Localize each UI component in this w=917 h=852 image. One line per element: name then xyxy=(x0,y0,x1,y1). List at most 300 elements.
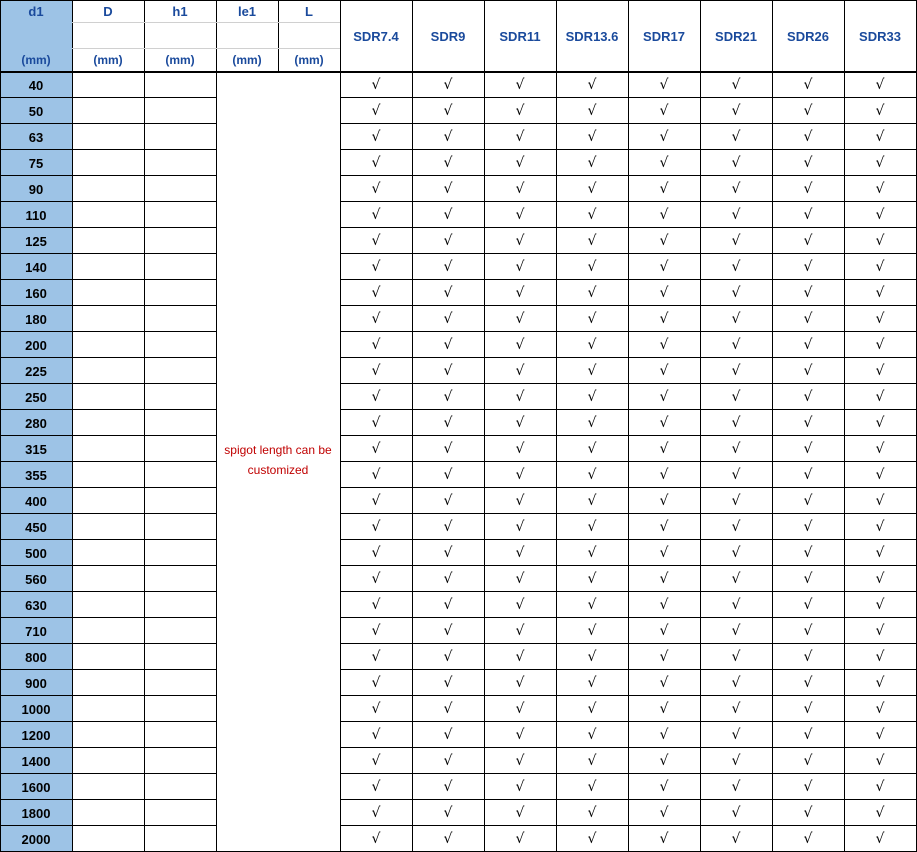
check-mark: √ xyxy=(443,675,453,691)
check-mark: √ xyxy=(731,727,741,743)
grid-line xyxy=(0,383,216,384)
check-mark: √ xyxy=(443,129,453,145)
check-mark: √ xyxy=(875,753,885,769)
check-mark: √ xyxy=(587,311,597,327)
check-mark: √ xyxy=(803,675,813,691)
row-d1-value: 40 xyxy=(0,72,72,98)
check-mark: √ xyxy=(875,649,885,665)
check-mark: √ xyxy=(875,623,885,639)
check-mark: √ xyxy=(587,181,597,197)
check-mark: √ xyxy=(803,831,813,847)
check-mark: √ xyxy=(659,701,669,717)
check-mark: √ xyxy=(443,571,453,587)
check-mark: √ xyxy=(515,389,525,405)
check-mark: √ xyxy=(515,623,525,639)
check-mark: √ xyxy=(371,155,381,171)
row-d1-value: 160 xyxy=(0,280,72,306)
check-mark: √ xyxy=(443,389,453,405)
grid-line xyxy=(340,591,917,592)
check-mark: √ xyxy=(803,779,813,795)
grid-line xyxy=(144,0,145,852)
grid-line xyxy=(700,0,701,852)
check-mark: √ xyxy=(587,571,597,587)
check-mark: √ xyxy=(875,545,885,561)
check-mark: √ xyxy=(443,285,453,301)
check-mark: √ xyxy=(371,727,381,743)
check-mark: √ xyxy=(803,311,813,327)
check-mark: √ xyxy=(659,77,669,93)
check-mark: √ xyxy=(803,467,813,483)
check-mark: √ xyxy=(875,727,885,743)
check-mark: √ xyxy=(659,805,669,821)
grid-line xyxy=(0,279,216,280)
grid-line xyxy=(412,0,413,852)
row-d1-value: 180 xyxy=(0,306,72,332)
row-d1-value: 500 xyxy=(0,540,72,566)
check-mark: √ xyxy=(515,285,525,301)
check-mark: √ xyxy=(371,571,381,587)
grid-line xyxy=(340,695,917,696)
check-mark: √ xyxy=(587,129,597,145)
check-mark: √ xyxy=(875,571,885,587)
check-mark: √ xyxy=(443,467,453,483)
check-mark: √ xyxy=(659,493,669,509)
unit-D: (mm) xyxy=(93,53,123,67)
check-mark: √ xyxy=(587,155,597,171)
grid-line xyxy=(0,409,216,410)
check-mark: √ xyxy=(875,415,885,431)
check-mark: √ xyxy=(803,753,813,769)
check-mark: √ xyxy=(659,233,669,249)
check-mark: √ xyxy=(659,337,669,353)
check-mark: √ xyxy=(659,467,669,483)
check-mark: √ xyxy=(587,389,597,405)
check-mark: √ xyxy=(659,727,669,743)
header-separator xyxy=(72,48,340,49)
check-mark: √ xyxy=(515,259,525,275)
check-mark: √ xyxy=(803,415,813,431)
check-mark: √ xyxy=(731,311,741,327)
grid-line xyxy=(340,773,917,774)
grid-line xyxy=(0,643,216,644)
grid-line xyxy=(0,175,216,176)
check-mark: √ xyxy=(731,467,741,483)
check-mark: √ xyxy=(731,129,741,145)
check-mark: √ xyxy=(659,753,669,769)
grid-line xyxy=(340,617,917,618)
check-mark: √ xyxy=(371,77,381,93)
check-mark: √ xyxy=(587,675,597,691)
check-mark: √ xyxy=(515,831,525,847)
grid-line xyxy=(340,513,917,514)
grid-line xyxy=(340,0,341,852)
check-mark: √ xyxy=(731,389,741,405)
check-mark: √ xyxy=(515,701,525,717)
check-mark: √ xyxy=(875,259,885,275)
check-mark: √ xyxy=(875,363,885,379)
check-mark: √ xyxy=(803,441,813,457)
grid-line xyxy=(340,331,917,332)
check-mark: √ xyxy=(659,623,669,639)
row-d1-value: 1600 xyxy=(0,774,72,800)
check-mark: √ xyxy=(587,545,597,561)
grid-line xyxy=(340,565,917,566)
check-mark: √ xyxy=(515,805,525,821)
check-mark: √ xyxy=(875,805,885,821)
check-mark: √ xyxy=(443,649,453,665)
check-mark: √ xyxy=(371,805,381,821)
grid-line xyxy=(340,461,917,462)
check-mark: √ xyxy=(875,77,885,93)
check-mark: √ xyxy=(587,259,597,275)
check-mark: √ xyxy=(731,363,741,379)
check-mark: √ xyxy=(659,389,669,405)
check-mark: √ xyxy=(731,675,741,691)
check-mark: √ xyxy=(803,259,813,275)
grid-line xyxy=(0,305,216,306)
check-mark: √ xyxy=(587,77,597,93)
check-mark: √ xyxy=(371,363,381,379)
grid-line xyxy=(0,71,917,73)
check-mark: √ xyxy=(875,519,885,535)
check-mark: √ xyxy=(443,519,453,535)
check-mark: √ xyxy=(731,779,741,795)
row-d1-value: 560 xyxy=(0,566,72,592)
grid-line xyxy=(484,0,485,852)
grid-line xyxy=(340,409,917,410)
check-mark: √ xyxy=(443,233,453,249)
check-mark: √ xyxy=(443,493,453,509)
col-header-D: D xyxy=(103,3,113,19)
grid-line xyxy=(0,513,216,514)
check-mark: √ xyxy=(515,103,525,119)
check-mark: √ xyxy=(371,233,381,249)
grid-line xyxy=(340,721,917,722)
col-header-sdr: SDR11 xyxy=(499,28,541,44)
check-mark: √ xyxy=(443,207,453,223)
col-header-sdr: SDR13.6 xyxy=(565,28,619,44)
grid-line xyxy=(556,0,557,852)
grid-line xyxy=(0,227,216,228)
check-mark: √ xyxy=(731,545,741,561)
grid-line xyxy=(0,331,216,332)
check-mark: √ xyxy=(875,675,885,691)
check-mark: √ xyxy=(371,207,381,223)
check-mark: √ xyxy=(731,597,741,613)
check-mark: √ xyxy=(515,77,525,93)
check-mark: √ xyxy=(803,129,813,145)
row-d1-value: 125 xyxy=(0,228,72,254)
grid-line xyxy=(216,0,217,852)
check-mark: √ xyxy=(515,181,525,197)
check-mark: √ xyxy=(371,415,381,431)
check-mark: √ xyxy=(731,337,741,353)
check-mark: √ xyxy=(731,77,741,93)
row-d1-value: 1000 xyxy=(0,696,72,722)
grid-line xyxy=(0,97,216,98)
grid-line xyxy=(72,0,73,852)
check-mark: √ xyxy=(515,649,525,665)
grid-line xyxy=(0,747,216,748)
check-mark: √ xyxy=(731,285,741,301)
check-mark: √ xyxy=(659,103,669,119)
row-d1-value: 315 xyxy=(0,436,72,462)
check-mark: √ xyxy=(875,779,885,795)
check-mark: √ xyxy=(803,155,813,171)
check-mark: √ xyxy=(875,831,885,847)
check-mark: √ xyxy=(443,155,453,171)
check-mark: √ xyxy=(875,207,885,223)
check-mark: √ xyxy=(587,831,597,847)
col-header-sdr: SDR7.4 xyxy=(353,28,399,44)
grid-line xyxy=(340,201,917,202)
check-mark: √ xyxy=(659,571,669,587)
grid-line xyxy=(340,279,917,280)
check-mark: √ xyxy=(515,779,525,795)
check-mark: √ xyxy=(587,415,597,431)
row-d1-value: 63 xyxy=(0,124,72,150)
check-mark: √ xyxy=(443,727,453,743)
check-mark: √ xyxy=(587,779,597,795)
col-header-sdr: SDR26 xyxy=(787,28,829,44)
check-mark: √ xyxy=(371,831,381,847)
grid-line xyxy=(0,253,216,254)
grid-line xyxy=(340,97,917,98)
check-mark: √ xyxy=(659,441,669,457)
check-mark: √ xyxy=(875,337,885,353)
check-mark: √ xyxy=(875,103,885,119)
row-d1-value: 50 xyxy=(0,98,72,124)
check-mark: √ xyxy=(443,623,453,639)
check-mark: √ xyxy=(443,311,453,327)
check-mark: √ xyxy=(875,467,885,483)
check-mark: √ xyxy=(875,233,885,249)
grid-line xyxy=(0,123,216,124)
grid-line xyxy=(0,617,216,618)
check-mark: √ xyxy=(803,597,813,613)
check-mark: √ xyxy=(659,207,669,223)
row-d1-value: 2000 xyxy=(0,826,72,852)
check-mark: √ xyxy=(371,103,381,119)
grid-line xyxy=(340,825,917,826)
grid-line xyxy=(340,149,917,150)
check-mark: √ xyxy=(875,701,885,717)
check-mark: √ xyxy=(515,467,525,483)
check-mark: √ xyxy=(443,441,453,457)
row-d1-value: 90 xyxy=(0,176,72,202)
row-d1-value: 900 xyxy=(0,670,72,696)
check-mark: √ xyxy=(659,181,669,197)
check-mark: √ xyxy=(587,441,597,457)
row-d1-value: 250 xyxy=(0,384,72,410)
grid-line xyxy=(0,487,216,488)
row-d1-value: 1200 xyxy=(0,722,72,748)
check-mark: √ xyxy=(587,701,597,717)
check-mark: √ xyxy=(515,519,525,535)
row-d1-value: 110 xyxy=(0,202,72,228)
spigot-note: spigot length can be customized xyxy=(224,443,332,477)
check-mark: √ xyxy=(371,467,381,483)
check-mark: √ xyxy=(587,207,597,223)
check-mark: √ xyxy=(731,831,741,847)
grid-line xyxy=(340,123,917,124)
check-mark: √ xyxy=(875,129,885,145)
check-mark: √ xyxy=(371,623,381,639)
grid-line xyxy=(0,461,216,462)
grid-line xyxy=(340,383,917,384)
check-mark: √ xyxy=(659,155,669,171)
check-mark: √ xyxy=(515,493,525,509)
check-mark: √ xyxy=(875,311,885,327)
grid-line xyxy=(772,0,773,852)
grid-line xyxy=(278,0,279,72)
grid-line xyxy=(340,669,917,670)
check-mark: √ xyxy=(803,207,813,223)
row-d1-value: 140 xyxy=(0,254,72,280)
check-mark: √ xyxy=(731,623,741,639)
check-mark: √ xyxy=(443,831,453,847)
check-mark: √ xyxy=(371,259,381,275)
check-mark: √ xyxy=(443,779,453,795)
check-mark: √ xyxy=(875,389,885,405)
check-mark: √ xyxy=(587,753,597,769)
col-header-h1: h1 xyxy=(172,3,188,19)
check-mark: √ xyxy=(731,571,741,587)
check-mark: √ xyxy=(587,233,597,249)
check-mark: √ xyxy=(515,155,525,171)
check-mark: √ xyxy=(875,155,885,171)
check-mark: √ xyxy=(371,493,381,509)
check-mark: √ xyxy=(803,571,813,587)
check-mark: √ xyxy=(803,623,813,639)
check-mark: √ xyxy=(731,493,741,509)
check-mark: √ xyxy=(803,545,813,561)
check-mark: √ xyxy=(587,467,597,483)
check-mark: √ xyxy=(515,597,525,613)
check-mark: √ xyxy=(587,649,597,665)
check-mark: √ xyxy=(803,77,813,93)
check-mark: √ xyxy=(371,779,381,795)
check-mark: √ xyxy=(443,701,453,717)
check-mark: √ xyxy=(587,285,597,301)
grid-line xyxy=(340,643,917,644)
check-mark: √ xyxy=(803,233,813,249)
check-mark: √ xyxy=(515,129,525,145)
check-mark: √ xyxy=(371,545,381,561)
check-mark: √ xyxy=(659,519,669,535)
check-mark: √ xyxy=(731,519,741,535)
check-mark: √ xyxy=(659,779,669,795)
row-d1-value: 630 xyxy=(0,592,72,618)
grid-line xyxy=(340,175,917,176)
check-mark: √ xyxy=(803,103,813,119)
check-mark: √ xyxy=(803,389,813,405)
grid-line xyxy=(0,669,216,670)
unit-h1: (mm) xyxy=(165,53,195,67)
check-mark: √ xyxy=(803,519,813,535)
check-mark: √ xyxy=(587,805,597,821)
check-mark: √ xyxy=(371,701,381,717)
grid-line xyxy=(844,0,845,852)
check-mark: √ xyxy=(515,337,525,353)
check-mark: √ xyxy=(659,545,669,561)
check-mark: √ xyxy=(443,181,453,197)
row-d1-value: 355 xyxy=(0,462,72,488)
check-mark: √ xyxy=(731,753,741,769)
check-mark: √ xyxy=(515,441,525,457)
check-mark: √ xyxy=(875,493,885,509)
check-mark: √ xyxy=(731,701,741,717)
check-mark: √ xyxy=(443,363,453,379)
check-mark: √ xyxy=(371,311,381,327)
check-mark: √ xyxy=(659,311,669,327)
grid-line xyxy=(340,253,917,254)
check-mark: √ xyxy=(803,701,813,717)
check-mark: √ xyxy=(875,285,885,301)
grid-line xyxy=(628,0,629,852)
grid-line xyxy=(340,539,917,540)
check-mark: √ xyxy=(371,519,381,535)
check-mark: √ xyxy=(731,233,741,249)
check-mark: √ xyxy=(659,597,669,613)
check-mark: √ xyxy=(587,363,597,379)
check-mark: √ xyxy=(515,545,525,561)
check-mark: √ xyxy=(659,415,669,431)
grid-line xyxy=(0,825,216,826)
header-separator xyxy=(72,22,340,23)
unit-L: (mm) xyxy=(294,53,324,67)
row-d1-value: 225 xyxy=(0,358,72,384)
unit-le1: (mm) xyxy=(232,53,262,67)
check-mark: √ xyxy=(587,103,597,119)
check-mark: √ xyxy=(731,649,741,665)
row-d1-value: 1800 xyxy=(0,800,72,826)
check-mark: √ xyxy=(443,753,453,769)
check-mark: √ xyxy=(515,207,525,223)
check-mark: √ xyxy=(371,675,381,691)
check-mark: √ xyxy=(875,597,885,613)
check-mark: √ xyxy=(587,337,597,353)
check-mark: √ xyxy=(875,181,885,197)
check-mark: √ xyxy=(803,181,813,197)
check-mark: √ xyxy=(443,103,453,119)
check-mark: √ xyxy=(515,311,525,327)
check-mark: √ xyxy=(731,415,741,431)
grid-line xyxy=(340,487,917,488)
check-mark: √ xyxy=(443,805,453,821)
grid-line xyxy=(0,773,216,774)
check-mark: √ xyxy=(587,623,597,639)
check-mark: √ xyxy=(659,363,669,379)
grid-line xyxy=(0,539,216,540)
grid-line xyxy=(0,435,216,436)
check-mark: √ xyxy=(659,259,669,275)
row-d1-value: 1400 xyxy=(0,748,72,774)
grid-line xyxy=(0,799,216,800)
check-mark: √ xyxy=(731,155,741,171)
check-mark: √ xyxy=(587,519,597,535)
grid-line xyxy=(0,565,216,566)
check-mark: √ xyxy=(731,441,741,457)
col-header-L: L xyxy=(305,3,313,19)
check-mark: √ xyxy=(371,129,381,145)
check-mark: √ xyxy=(371,285,381,301)
row-d1-value: 710 xyxy=(0,618,72,644)
check-mark: √ xyxy=(443,337,453,353)
check-mark: √ xyxy=(731,207,741,223)
col-header-sdr: SDR9 xyxy=(430,28,466,44)
check-mark: √ xyxy=(515,727,525,743)
